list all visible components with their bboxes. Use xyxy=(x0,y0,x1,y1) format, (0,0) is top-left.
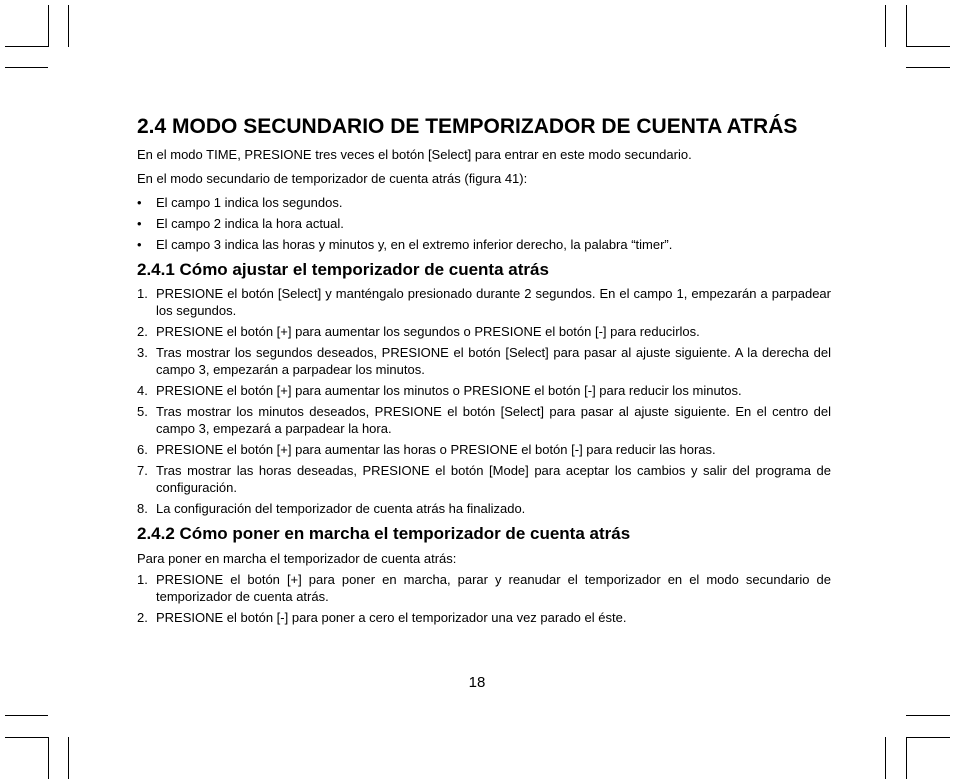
step-text: PRESIONE el botón [+] para aumentar los segundos o PRESIONE el botón [-] para reducirlos. xyxy=(156,324,700,339)
crop-mark xyxy=(48,737,49,779)
bullet-marker: • xyxy=(137,216,142,231)
step-number: 8. xyxy=(137,501,148,516)
intro-paragraph: Para poner en marcha el temporizador de cuenta atrás: xyxy=(137,551,457,566)
crop-mark xyxy=(5,46,49,47)
bullet-marker: • xyxy=(137,195,142,210)
page-content xyxy=(137,114,831,626)
step-text: PRESIONE el botón [+] para aumentar los minutos o PRESIONE el botón [-] para reducir los minutos. xyxy=(156,383,742,398)
step-text: PRESIONE el botón [+] para poner en marcha, parar y reanudar el temporizador en el modo secundario de temporizador de cuenta atrás. xyxy=(156,572,831,604)
subsection-title: 2.4.1 Cómo ajustar el temporizador de cuenta atrás xyxy=(137,260,549,279)
crop-mark xyxy=(906,5,907,47)
crop-mark xyxy=(906,67,950,68)
list-item xyxy=(137,285,831,319)
list-item xyxy=(137,462,831,496)
list-item xyxy=(137,194,831,211)
list-item xyxy=(137,403,831,437)
section-title: 2.4 MODO SECUNDARIO DE TEMPORIZADOR DE CUENTA ATRÁS xyxy=(137,115,798,138)
crop-mark xyxy=(68,737,69,779)
list-item-text: El campo 3 indica las horas y minutos y, en el extremo inferior derecho, la palabra “timer”. xyxy=(156,237,673,252)
list-item xyxy=(137,323,831,340)
step-text: PRESIONE el botón [-] para poner a cero el temporizador una vez parado el éste. xyxy=(156,610,627,625)
step-number: 1. xyxy=(137,286,148,301)
crop-mark xyxy=(5,715,48,716)
crop-mark xyxy=(5,737,49,738)
list-item xyxy=(137,344,831,378)
step-number: 7. xyxy=(137,463,148,478)
step-number: 1. xyxy=(137,572,148,587)
step-number: 2. xyxy=(137,610,148,625)
subsection-title: 2.4.2 Cómo poner en marcha el temporizador de cuenta atrás xyxy=(137,524,631,543)
step-text: PRESIONE el botón [Select] y manténgalo presionado durante 2 segundos. En el campo 1, empezarán a parpadear los segundos. xyxy=(156,286,831,318)
list-item xyxy=(137,215,831,232)
step-text: PRESIONE el botón [+] para aumentar las horas o PRESIONE el botón [-] para reducir las horas. xyxy=(156,442,716,457)
list-item-text: El campo 1 indica los segundos. xyxy=(156,195,343,210)
intro-paragraph: En el modo TIME, PRESIONE tres veces el botón [Select] para entrar en este modo secundario. xyxy=(137,147,692,162)
crop-mark xyxy=(885,737,886,779)
crop-mark xyxy=(5,67,48,68)
step-number: 4. xyxy=(137,383,148,398)
step-number: 3. xyxy=(137,345,148,360)
list-item xyxy=(137,382,831,399)
crop-mark xyxy=(906,715,950,716)
step-text: Tras mostrar los segundos deseados, PRESIONE el botón [Select] para pasar al ajuste siguiente. A la derecha del campo 3, empezarán a parpadear los minutos. xyxy=(156,345,831,377)
list-item xyxy=(137,500,831,517)
step-text: Tras mostrar los minutos deseados, PRESIONE el botón [Select] para pasar al ajuste siguiente. En el centro del campo 3, empezará a parpadear la hora. xyxy=(156,404,831,436)
list-item-text: El campo 2 indica la hora actual. xyxy=(156,216,344,231)
list-item xyxy=(137,609,831,626)
crop-mark xyxy=(68,5,69,47)
step-number: 5. xyxy=(137,404,148,419)
step-number: 2. xyxy=(137,324,148,339)
crop-mark xyxy=(885,5,886,47)
page-number: 18 xyxy=(468,674,486,691)
list-item xyxy=(137,236,831,253)
list-item xyxy=(137,571,831,605)
bullet-marker: • xyxy=(137,237,142,252)
step-text: Tras mostrar las horas deseadas, PRESIONE el botón [Mode] para aceptar los cambios y salir del programa de configuración. xyxy=(156,463,831,495)
step-text: La configuración del temporizador de cuenta atrás ha finalizado. xyxy=(156,501,526,516)
steps-list xyxy=(137,285,831,517)
steps-list xyxy=(137,571,831,626)
intro-paragraph: En el modo secundario de temporizador de cuenta atrás (figura 41): xyxy=(137,171,528,186)
crop-mark xyxy=(906,737,907,779)
step-number: 6. xyxy=(137,442,148,457)
list-item xyxy=(137,441,831,458)
crop-mark xyxy=(48,5,49,47)
crop-mark xyxy=(906,737,950,738)
bullet-list xyxy=(137,194,831,253)
crop-mark xyxy=(906,46,950,47)
